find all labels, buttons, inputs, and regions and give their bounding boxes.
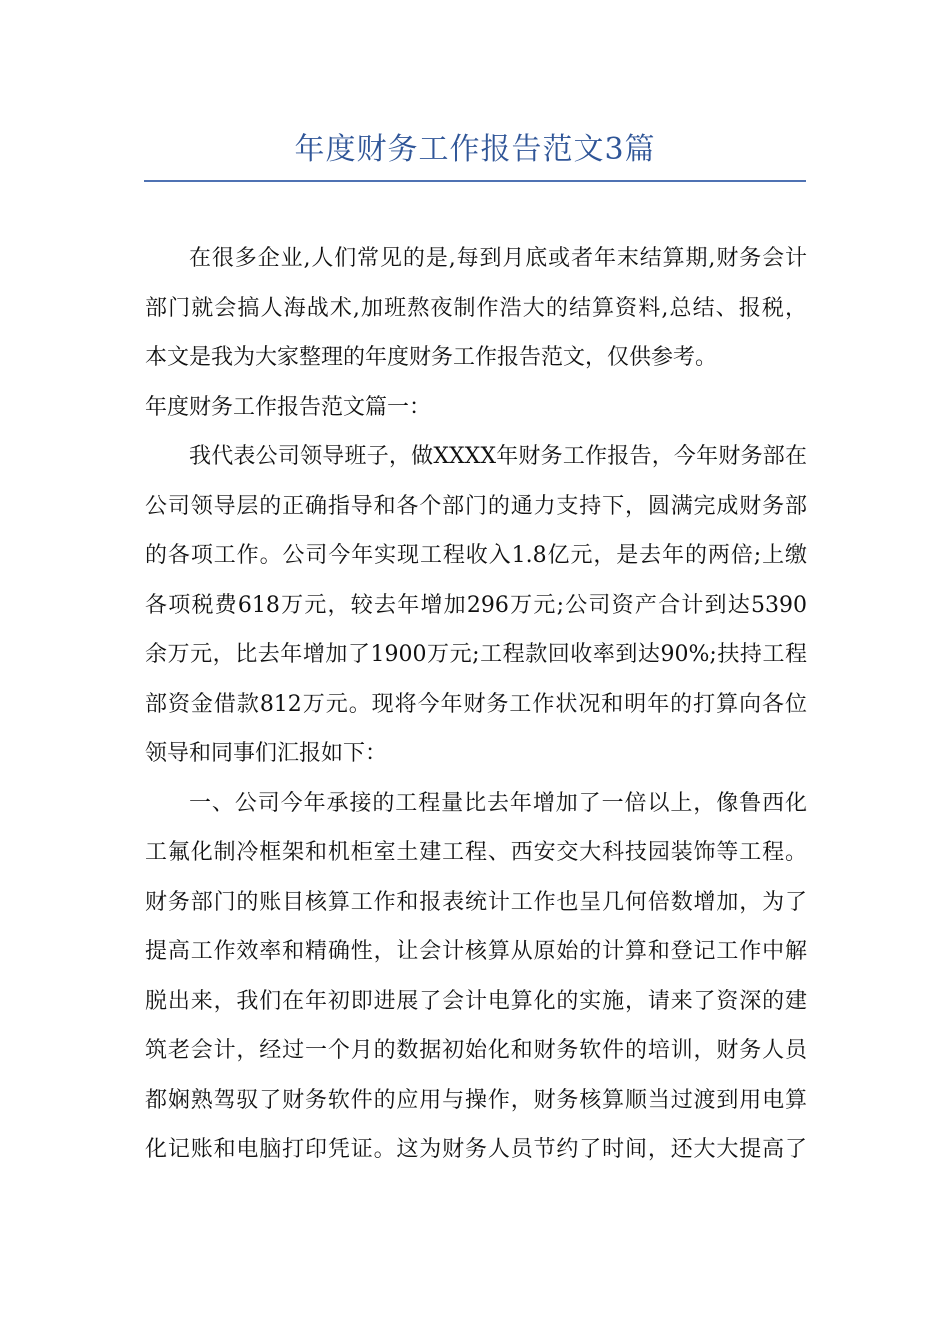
- document-body: [145, 234, 807, 1175]
- body-text-line: 工氟化制冷框架和机柜室土建工程、西安交大科技园装饰等工程。: [145, 840, 807, 865]
- body-text-line: 部门就会搞人海战术,加班熬夜制作浩大的结算资料,总结、报税，: [145, 295, 807, 321]
- body-text-line: 各项税费618万元，较去年增加296万元;公司资产合计到达5390: [145, 592, 807, 618]
- body-text-line: 部资金借款812万元。现将今年财务工作状况和明年的打算向各位: [145, 691, 807, 717]
- body-text-line: 筑老会计，经过一个月的数据初始化和财务软件的培训，财务人员: [145, 1038, 807, 1063]
- body-text-line: 一、公司今年承接的工程量比去年增加了一倍以上，像鲁西化: [189, 790, 807, 816]
- body-text-line: 年度财务工作报告范文篇一：: [145, 394, 432, 420]
- body-text-line: 领导和同事们汇报如下：: [145, 741, 388, 766]
- body-text-line: 在很多企业,人们常见的是,每到月底或者年末结算期,财务会计: [189, 246, 807, 271]
- body-text-line: 我代表公司领导班子，做XXXX年财务工作报告，今年财务部在: [189, 444, 807, 469]
- body-text-line: 本文是我为大家整理的年度财务工作报告范文，仅供参考。: [145, 345, 718, 370]
- body-text-line: 财务部门的账目核算工作和报表统计工作也呈几何倍数增加，为了: [145, 889, 807, 915]
- body-text-line: 余万元，比去年增加了1900万元;工程款回收率到达90%;扶持工程: [145, 642, 807, 667]
- body-text-line: 化记账和电脑打印凭证。这为财务人员节约了时间，还大大提高了: [145, 1137, 807, 1162]
- body-text-line: 都娴熟驾驭了财务软件的应用与操作，财务核算顺当过渡到用电算: [145, 1087, 807, 1113]
- title-underline: [144, 180, 806, 182]
- body-text-line: 脱出来，我们在年初即进展了会计电算化的实施，请来了资深的建: [145, 988, 807, 1014]
- body-text-line: 的各项工作。公司今年实现工程收入1.8亿元，是去年的两倍;上缴: [145, 543, 807, 568]
- document-title: 年度财务工作报告范文3篇: [294, 132, 656, 167]
- body-text-line: 公司领导层的正确指导和各个部门的通力支持下，圆满完成财务部: [145, 493, 807, 519]
- body-text-line: 提高工作效率和精确性，让会计核算从原始的计算和登记工作中解: [145, 939, 807, 964]
